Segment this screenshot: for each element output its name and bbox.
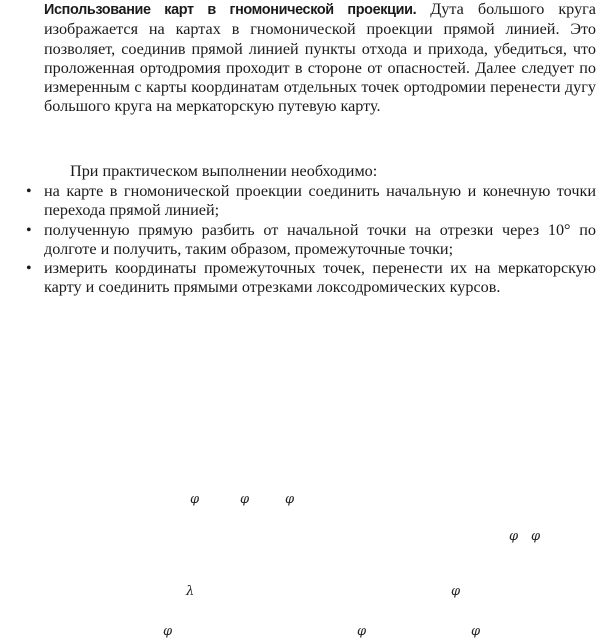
list-item (22, 221, 596, 260)
phi-symbol: φ (285, 492, 295, 507)
phi-symbol: φ (190, 492, 200, 507)
run-in-heading: Использование карт в гномонической проекции. (44, 2, 417, 18)
list-item (22, 182, 596, 221)
lambda-symbol: λ (186, 584, 195, 599)
list-item (22, 259, 596, 298)
bullet-marker: • (26, 183, 32, 200)
gnomonic-paragraph (44, 0, 596, 117)
procedure-list (22, 182, 596, 298)
bullet-marker: • (26, 260, 32, 278)
procedure-intro: При практическом выполнении необходимо: (70, 162, 378, 180)
bullet-marker: • (26, 221, 32, 239)
phi-symbol: φ (163, 624, 173, 639)
phi-symbol: φ (509, 529, 519, 544)
phi-symbol: φ (357, 624, 367, 639)
paragraph-text: Дута большого круга изображается на картах в гномонической проекции прямой линией. Это позволяет, соединив прямой линией пункты отхода и прихода, убедиться, что проложенная ортодромия проходит в стороне от опасностей. Далее следует по измеренным с карты координатам отдельных точек ортодромии перенести дугу большого круга на меркаторскую путевую карту. (44, 0, 596, 116)
phi-symbol: φ (240, 492, 250, 507)
list-item-text: на карте в гномонической проекции соединить начальную и конечную точки перехода прямой линией; (44, 182, 596, 220)
phi-symbol: φ (471, 624, 481, 639)
list-item-text: полученную прямую разбить от начальной точки на отрезки через 10° по долготе и получить, таким образом, промежуточные точки; (44, 220, 596, 258)
phi-symbol: φ (531, 529, 541, 544)
list-item-text: измерить координаты промежуточных точек, перенести их на меркаторскую карту и соединить прямыми отрезками локсодромических курсов. (44, 259, 596, 297)
phi-symbol: φ (451, 584, 461, 599)
